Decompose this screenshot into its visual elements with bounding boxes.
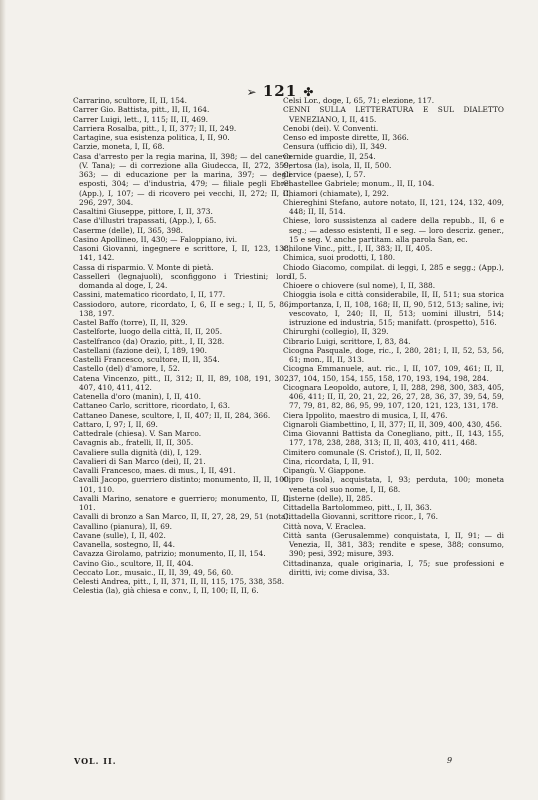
index-entry: Castelfranco (da) Orazio, pitt., I, II, 328. [73,336,225,346]
page-spine-shadow [0,0,6,800]
index-entry: Ciera Ippolito, maestro di musica, I, II, 476. [283,410,448,420]
index-entry: Casino Apollineo, II, 430; — Faloppiano, ivi. [73,234,238,244]
index-entry: Cimitero comunale (S. Cristof.), II, II, 502. [283,447,442,457]
index-entry: Casa d'arresto per la regia marina, II, 398; — del canevo (V. Tana); — di correzione alla Giudecca, II, 272, 359, 363; — di educazione per la marina, 397; — degli esposti, 304; — d'industria, 479; — filiale pegli Ebrei (App.), I, 107; — di ricovero pei vecchi, II, 272; II, II, 296, 297, 304. [73,151,291,207]
index-entry: Cavalli Jacopo, guerriero distinto; monumento, II, II, 100, 101, 110. [73,475,291,494]
index-entry: Certosa (la), isola, II, II, 500. [283,160,392,170]
index-entry: Cicognara Leopoldo, autore, I, II, 288, 298, 300, 383, 405, 406, 411; II, II, 20, 21, 22, 26, 27, 28, 36, 37, 39, 54, 59, 77, 79, 81, 82, 86, 95, 99, 107, 120, 121, 123, 131, 178. [283,382,504,411]
index-entry: Castelli Francesco, scultore, II, II, 354. [73,355,220,364]
index-entry: Catenella d'oro (manin), I, II, 410. [73,392,201,401]
index-entry: Città nova, V. Eraclea. [283,521,366,531]
index-entry: Castello (del) d'amore, I, 52. [73,364,180,374]
index-column-left [73,96,291,596]
index-entry: Cartagine, sua esistenza politica, I, II, 90. [73,133,230,142]
index-entry: Cervice (paese), I, 57. [283,170,366,179]
index-entry: Cittadella Bartolommeo, pitt., I, II, 363. [283,503,432,512]
index-entry: Cavanella, sostegno, II, 44. [73,540,175,549]
index-entry: Cavalli di bronzo a San Marco, II, II, 27, 28, 29, 51 (nota). [73,512,291,522]
index-entry: Cittadella Giovanni, scrittore ricor., I, 76. [283,512,438,522]
index-entry: Cibrario Luigi, scrittore, I, 83, 84. [283,336,411,346]
index-entry: Cicogna Pasquale, doge, ric., I, 280, 281; I, II, 52, 53, 56, 61; mon., II, II, 313. [283,345,504,364]
index-entry: Casaltini Giuseppe, pittore, I, II, 373. [73,207,213,216]
index-entry: Cavalli Marino, senatore e guerriero; monumento, II, II, 101. [73,493,291,512]
index-entry: Celsi Lor., doge, I, 65, 71; elezione, 117. [283,96,435,105]
index-entry: Cipro (isola), acquistata, I, 93; perduta, 100; moneta veneta col suo nome, I, II, 68. [283,475,504,494]
index-entry: Chirurghi (collegio), II, 329. [283,327,389,337]
index-entry: Castel Baffo (torre), II, II, 329. [73,318,188,327]
index-entry: Città santa (Gerusalemme) conquistata, I, II, 91; — di Venezia, II, 381, 383; rendite e spese, 388; consumo, 390; pesi, 392; misure, 393. [283,530,504,559]
index-entry: Cina, ricordata, I, II, 91. [283,456,375,466]
index-entry: Chiese, loro sussistenza al cadere della repubb., II, 6 e seg.; — adesso esistenti, II e seg. — loro descriz. gener., 15 e seg. V. anche partitam. alla parola San, ec. [283,216,504,244]
index-entry: Chioere o chiovere (sul nome), I, II, 388. [283,281,436,290]
index-column-right [283,96,504,577]
index-entry: Carzie, moneta, I, II, 68. [73,142,165,152]
index-entry: CENNI SULLA LETTERATURA E SUL DIALETTO VENEZIANO, I, II, 415. [283,105,504,124]
index-entry: Cicogna Emmanuele, aut. ric., I, II, 107, 109, 461; II, II, 37, 104, 150, 154, 155, 158, 170, 193, 194, 198, 284. [283,364,504,383]
index-entry: Caserme (delle), II, 365, 398. [73,225,183,235]
index-entry: Cavalli Francesco, maes. di mus., I, II, 491. [73,466,236,475]
index-entry: Cassiodoro, autore, ricordato, I, 6, II e seg.; I, II, 5, 86, 138, 197. [73,299,291,318]
index-entry: Cavallino (pianura), II, 69. [73,521,173,531]
index-entry: Cassini, matematico ricordato, I, II, 177. [73,290,226,300]
index-entry: Cisterne (delle), II, 285. [283,493,373,503]
index-entry: Carrarino, scultore, II, II, 154. [73,96,187,105]
index-entry: Censura (ufficio di), II, 349. [283,142,387,152]
index-entry: Chiamori (chiamate), I, 292. [283,188,389,198]
index-entry: Cavagnis ab., fratelli, II, II, 305. [73,438,194,448]
index-entry: Celestia (la), già chiesa e conv., I, II, 100; II, II, 6. [73,586,259,596]
index-entry: Chiodo Giacomo, compilat. di leggi, I, 285 e segg.; (App.), II, 5. [283,262,504,281]
index-entry: Catena Vincenzo, pitt., II, 312; II, II, 89, 108, 191, 302, 407, 410, 411, 412. [73,373,291,392]
header-ornament-right-icon: ✤ [303,85,314,99]
index-entry: Cavalieri di San Marco (dei), II, 21. [73,456,206,466]
index-entry: Cittadinanza, quale originaria, I, 75; sue professioni e diritti, ivi; come divisa, 33. [283,558,504,577]
index-entry: Celesti Andrea, pitt., I, II, 371, II, II, 115, 175, 338, 358. [73,577,285,586]
index-entry: Cipangù. V. Giappone. [283,466,366,475]
index-entry: Cavane (sulle), I, II, 402. [73,530,166,540]
index-entry: Chilone Vinc., pitt., I, II, 383; II, II, 405. [283,244,433,253]
index-entry: Cassa di risparmio. V. Monte di pietà. [73,262,214,272]
index-entry: Carrer Luigi, lett., I, 115; II, II, 469. [73,114,209,124]
volume-label: VOL. II. [74,756,117,766]
index-entry: Cavino Gio., scultore, II, II, 404. [73,558,194,568]
index-entry: Cignaroli Giambettino, I, II, 377; II, II, 309, 400, 430, 456. [283,419,503,429]
index-entry: Casoni Giovanni, ingegnere e scrittore, I, II, 123, 138, 141, 142. [73,244,291,263]
signature-mark: 9 [447,756,453,765]
index-entry: Cernide guardie, II, 254. [283,151,376,161]
index-entry: Casselleri (legnajuoli), sconfiggono i Triestini; loro domanda al doge, I, 24. [73,271,291,290]
index-entry: Cattaneo Danese, scultore, I, II, 407; II, II, 284, 366. [73,410,271,420]
index-entry: Chimica, suoi prodotti, I, 180. [283,253,396,263]
index-entry: Ceccato Lor., musaic., II, II, 39, 49, 56, 60. [73,567,234,577]
index-entry: Cattaro, I, 97; I, II, 69. [73,419,158,429]
index-entry: Censo ed imposte dirette, II, 366. [283,133,409,142]
index-entry: Chioggia isola e città considerabile, II, II, 511; sua storica importanza, I, II, 108, 168; II, II, 90, 512, 513; saline, ivi; vescovato, I, 240; II, II, 513; uomini illustri, 514; istruzione ed industria, 515; manifatt. (prospetto), 516. [283,290,504,327]
index-entry: Castelforte, luogo della città, II, II, 205. [73,327,223,337]
index-entry: Cattedrale (chiesa). V. San Marco. [73,429,202,438]
index-entry: Cavazza Girolamo, patrizio; monumento, II, II, 154. [73,549,266,559]
index-entry: Cima Giovanni Battista da Conegliano, pitt., II, 143, 155, 177, 178, 238, 288, 313; II, II, 403, 410, 411, 468. [283,429,504,448]
index-entry: Cattaneo Carlo, scrittore, ricordato, I, 63. [73,401,230,411]
header-ornament-left-icon: ➢ [246,85,257,99]
page-number: 121 [262,82,298,100]
index-entry: Cavaliere sulla dignità (di), I, 129. [73,447,202,457]
index-entry: Chastellee Gabriele; monum., II, II, 104. [283,179,435,189]
index-entry: Carrer Gio. Battista, pitt., II, II, 164. [73,105,210,115]
index-entry: Castellani (fazione dei), I, 189, 190. [73,345,207,355]
index-entry: Carriera Rosalba, pitt., I, II, 377; II, II, 249. [73,123,237,133]
index-entry: Case d'illustri trapassati, (App.), I, 65. [73,216,217,226]
index-entry: Cenobi (dei). V. Conventi. [283,123,379,133]
index-entry: Chiereghini Stefano, autore notato, II, 121, 124, 132, 409, 448; II, II, 514. [283,197,504,216]
